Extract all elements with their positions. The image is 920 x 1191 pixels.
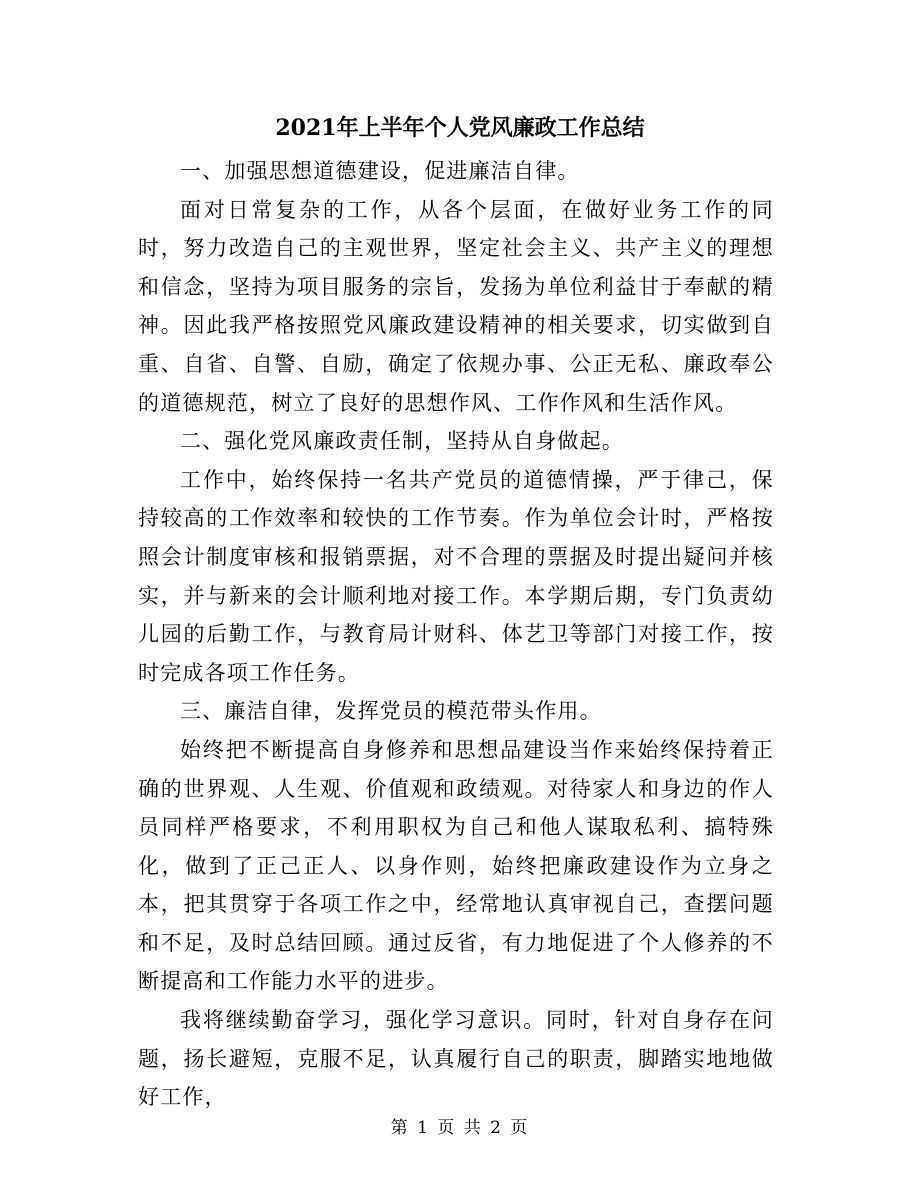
document-title: 2021年上半年个人党风廉政工作总结 — [275, 115, 645, 141]
document-body — [138, 152, 774, 1117]
section-heading-3: 三、廉洁自律，发挥党员的模范带头作用。 — [180, 699, 602, 724]
page-footer: 第 1 页 共 2 页 — [390, 1118, 530, 1138]
paragraph-2: 工作中，始终保持一名共产党员的道德情操，严于律己，保持较高的工作效率和较快的工作节奏。作为单位会计时，严格按照会计制度审核和报销票据，对不合理的票据及时提出疑问并核实，并与新来的会计顺利地对接工作。本学期后期，专门负责幼儿园的后勤工作，与教育局计财科、体艺卫等部门对接工作，按时完成各项工作任务。 — [138, 467, 774, 685]
section-heading-1: 一、加强思想道德建设，促进廉洁自律。 — [180, 159, 580, 183]
paragraph-1: 面对日常复杂的工作，从各个层面，在做好业务工作的同时，努力改造自己的主观世界，坚定社会主义、共产主义的理想和信念，坚持为项目服务的宗旨，发扬为单位利益甘于奉献的精神。因此我严格按照党风廉政建设精神的相关要求，切实做到自重、自省、自警、自励，确定了依规办事、公正无私、廉政奉公的道德规范，树立了良好的思想作风、工作作风和生活作风。 — [138, 197, 774, 415]
section-heading-2: 二、强化党风廉政责任制，坚持从自身做起。 — [180, 429, 624, 454]
paragraph-4: 我将继续勤奋学习，强化学习意识。同时，针对自身存在问题，扬长避短，克服不足，认真履行自己的职责，脚踏实地地做好工作， — [138, 1008, 774, 1110]
paragraph-3: 始终把不断提高自身修养和思想品建设当作来始终保持着正确的世界观、人生观、价值观和政绩观。对待家人和身边的作人员同样严格要求，不利用职权为自己和他人谋取私利、搞特殊化，做到了正己正人、以身作则，始终把廉政建设作为立身之本，把其贯穿于各项工作之中，经常地认真审视自己，查摆问题和不足，及时总结回顾。通过反省，有力地促进了个人修养的不断提高和工作能力水平的进步。 — [138, 737, 774, 994]
